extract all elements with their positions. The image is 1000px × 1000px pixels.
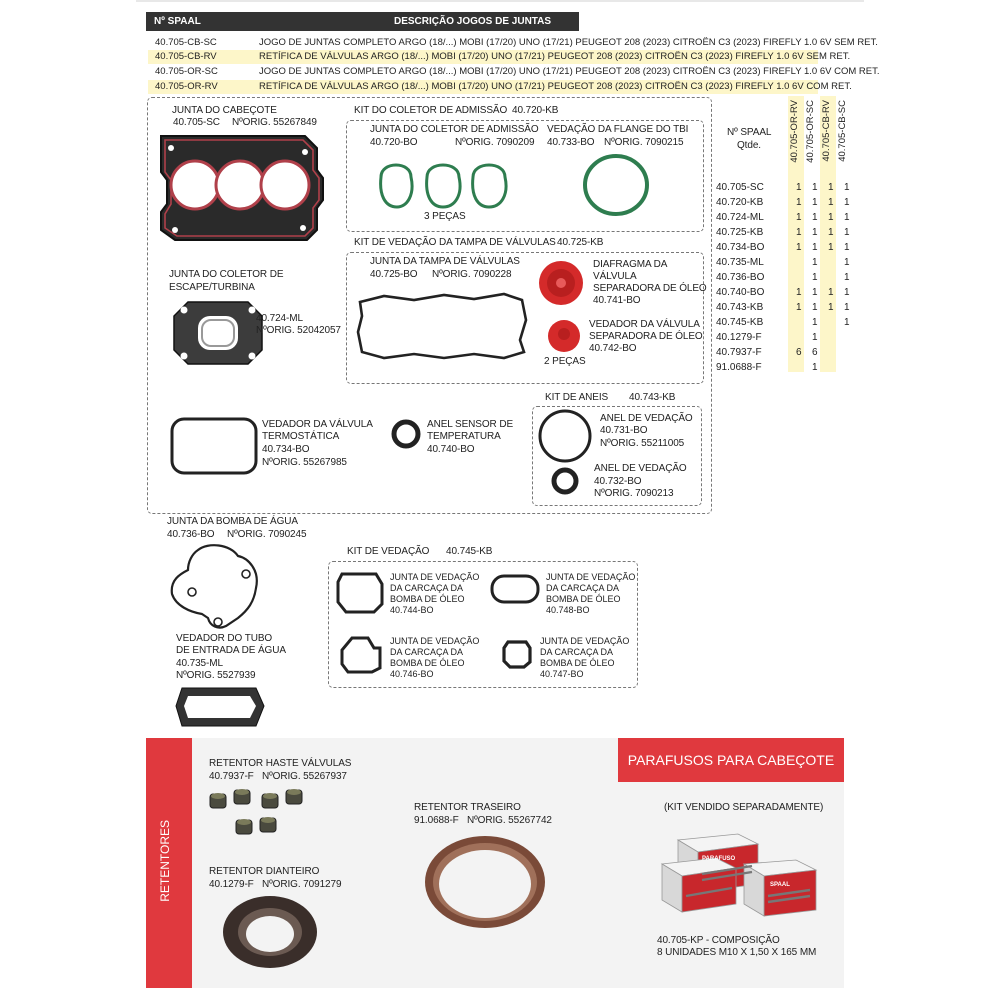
qty-row [716,285,856,300]
qty-cell: 1 [796,182,802,193]
coletor-adm-note: 3 PEÇAS [424,211,466,222]
anel-sensor-line1: ANEL SENSOR DE [427,419,514,430]
qty-cell: 1 [828,242,834,253]
qty-cell: 1 [796,287,802,298]
kv1-line3: BOMBA DE ÓLEO [390,594,465,604]
anel1-title: ANEL DE VEDAÇÃO [600,413,693,424]
qty-row-code: 40.743-KB [716,302,764,313]
oil-pump-gasket-4-image [500,638,534,670]
qty-row-code: 40.725-KB [716,227,764,238]
dianteiro-title: RETENTOR DIANTEIRO [209,866,320,877]
qty-row [716,195,856,210]
qty-cell: 6 [812,347,818,358]
qty-cell: 1 [812,242,818,253]
qty-cell: 1 [828,287,834,298]
kit-desc: RETÍFICA DE VÁLVULAS ARGO (18/...) MOBI (17/20) UNO (17/21) PEUGEOT 208 (2023) CITROËN C3 (2023) FIREFLY 1.0 6V COM RET. [259,81,852,92]
water-inlet-seal-image [172,684,268,730]
qty-cell: 1 [812,302,818,313]
qty-row-code: 40.745-KB [716,317,764,328]
diaphragm-image [537,259,585,307]
qty-cell: 1 [828,227,834,238]
parafusos-note: (KIT VENDIDO SEPARADAMENTE) [664,802,824,813]
qty-cell: 1 [812,212,818,223]
qty-row [716,180,856,195]
qty-row [716,330,856,345]
kv4-line3: BOMBA DE ÓLEO [540,658,615,668]
bolt-boxes-image [658,830,820,920]
kv2-line3: BOMBA DE ÓLEO [546,594,621,604]
bolt-box-brand: PARAFUSO [702,856,736,862]
anel1-orig: NºORIG. 55211005 [600,438,685,449]
kit-vedacao-title: KIT DE VEDAÇÃO [347,546,430,557]
kit-aneis-title: KIT DE ANEIS [545,392,609,403]
flange-tbi-code: 40.733-BO [547,137,595,148]
dianteiro-orig: NºORIG. 7091279 [262,879,342,890]
qty-col-header [821,100,832,162]
haste-orig: NºORIG. 55267937 [262,771,347,782]
kit-desc: JOGO DE JUNTAS COMPLETO ARGO (18/...) MOBI (17/20) UNO (17/21) PEUGEOT 208 (2023) CITROËN C3 (2023) FIREFLY 1.0 6V COM RET. [259,66,880,77]
qty-row [716,300,856,315]
kv1-line1: JUNTA DE VEDAÇÃO [390,572,480,582]
oil-pump-gasket-1-image [334,570,386,616]
qty-col-label: 40.705-CB-SC [837,100,848,162]
large-o-ring-image [536,408,594,464]
qty-cell: 1 [812,227,818,238]
tubo-orig: NºORIG. 5527939 [176,670,256,681]
kv3-code: 40.746-BO [390,669,434,679]
cabecote-title: JUNTA DO CABEÇOTE [172,105,277,116]
cabecote-orig: NºORIG. 55267849 [232,117,317,128]
kv2-line2: DA CARCAÇA DA [546,583,620,593]
bomba-code: 40.736-BO [167,529,215,540]
parafusos-code: 40.705-KP - COMPOSIÇÃO [657,935,780,946]
dianteiro-code: 40.1279-F [209,879,254,890]
kits-table-header [146,12,579,31]
termostatica-code: 40.734-BO [262,444,310,455]
qty-cell: 1 [828,212,834,223]
small-o-ring-image [549,466,581,496]
coletor-adm-title: JUNTA DO COLETOR DE ADMISSÃO [370,124,539,135]
qty-cell: 1 [812,332,818,343]
qty-cell: 1 [828,302,834,313]
qty-cell: 1 [812,182,818,193]
qty-cell: 6 [796,347,802,358]
kit-admissao-title: KIT DO COLETOR DE ADMISSÃO [354,105,508,116]
escape-line1: JUNTA DO COLETOR DE [169,269,284,280]
escape-line2: ESCAPE/TURBINA [169,282,255,293]
haste-code: 40.7937-F [209,771,254,782]
coletor-adm-orig: NºORIG. 7090209 [455,137,535,148]
bomba-orig: NºORIG. 7090245 [227,529,307,540]
qty-cell: 1 [844,272,850,283]
qty-cell: 1 [844,302,850,313]
kit-row [148,36,878,50]
kit-code: 40.705-CB-SC [155,37,217,48]
qty-row-code: 40.7937-F [716,347,762,358]
kv4-code: 40.747-BO [540,669,584,679]
qty-col-header [837,100,848,162]
qty-cell: 1 [796,302,802,313]
qty-row-code: 40.1279-F [716,332,762,343]
qty-cell: 1 [844,287,850,298]
valve-seal-image [546,318,582,354]
termostatica-line1: VEDADOR DA VÁLVULA [262,419,373,430]
kit-admissao-code: 40.720-KB [512,105,559,116]
parafusos-header [618,738,844,782]
qty-cell: 1 [844,317,850,328]
water-pump-gasket-image [168,540,264,632]
valve-stem-seals-image [206,786,312,846]
termostatica-orig: NºORIG. 55267985 [262,457,347,468]
kv4-line1: JUNTA DE VEDAÇÃO [540,636,630,646]
traseiro-title: RETENTOR TRASEIRO [414,802,521,813]
kit-aneis-code: 40.743-KB [629,392,676,403]
traseiro-code: 91.0688-F [414,815,459,826]
anel2-code: 40.732-BO [594,476,642,487]
rear-seal-image [422,832,548,932]
qty-header-code: Nº SPAAL [727,127,772,138]
anel1-code: 40.731-BO [600,425,648,436]
qty-col-header [805,100,816,163]
tampa-orig: NºORIG. 7090228 [432,269,512,280]
qty-row [716,225,856,240]
header-desc-label: DESCRIÇÃO JOGOS DE JUNTAS [394,16,552,27]
bolt-box-logo: SPAAL [770,882,790,888]
qty-col-label: 40.705-OR-SC [805,100,816,163]
qty-cell: 1 [812,287,818,298]
kit-row [148,65,880,79]
qty-cell: 1 [796,212,802,223]
qty-row [716,360,856,375]
qty-row [716,270,856,285]
qty-cell: 1 [812,362,818,373]
kv1-code: 40.744-BO [390,605,434,615]
diafragma-code: 40.741-BO [593,295,641,306]
bomba-title: JUNTA DA BOMBA DE ÁGUA [167,516,298,527]
qty-cell: 1 [812,317,818,328]
anel-sensor-code: 40.740-BO [427,444,475,455]
anel2-orig: NºORIG. 7090213 [594,488,674,499]
qty-col-label: 40.705-OR-RV [789,100,800,163]
qty-cell: 1 [828,182,834,193]
kv4-line2: DA CARCAÇA DA [540,647,614,657]
kit-row [148,50,851,64]
retentores-side-label-wrap [158,820,180,910]
head-gasket-image [155,130,325,245]
qty-cell: 1 [812,272,818,283]
qty-row [716,315,856,330]
kit-vedacao-code: 40.745-KB [446,546,493,557]
qty-header-qty: Qtde. [737,140,761,151]
tubo-line2: DE ENTRADA DE ÁGUA [176,645,286,656]
vedador-valv-line2: SEPARADORA DE ÓLEO [589,331,703,342]
exhaust-gasket-image [170,298,266,368]
qty-row-code: 40.705-SC [716,182,764,193]
diafragma-line2: VÁLVULA [593,271,637,282]
kit-desc: RETÍFICA DE VÁLVULAS ARGO (18/...) MOBI (17/20) UNO (17/21) PEUGEOT 208 (2023) CITROËN C3 (2023) FIREFLY 1.0 6V SEM RET. [259,51,851,62]
qty-cell: 1 [796,227,802,238]
qty-cell: 1 [844,212,850,223]
qty-row-code: 91.0688-F [716,362,762,373]
qty-row-code: 40.720-KB [716,197,764,208]
kit-desc: JOGO DE JUNTAS COMPLETO ARGO (18/...) MOBI (17/20) UNO (17/21) PEUGEOT 208 (2023) CITROËN C3 (2023) FIREFLY 1.0 6V SEM RET. [259,37,878,48]
kit-code: 40.705-CB-RV [155,51,217,62]
diafragma-line3: SEPARADORA DE ÓLEO [593,283,707,294]
qty-row [716,210,856,225]
kv2-line1: JUNTA DE VEDAÇÃO [546,572,636,582]
intake-gaskets-image [375,155,515,215]
escape-orig: NºORIG. 52042057 [256,325,341,336]
flange-tbi-orig: NºORIG. 7090215 [604,137,684,148]
retentores-side-label: RETENTORES [158,820,172,902]
tampa-title: JUNTA DA TAMPA DE VÁLVULAS [370,256,520,267]
qty-cell: 1 [844,242,850,253]
qty-cell: 1 [828,197,834,208]
header-code-label: Nº SPAAL [154,16,201,27]
front-seal-image [220,892,320,972]
escape-code: 40.724-ML [256,313,303,324]
termostatica-line2: TERMOSTÁTICA [262,431,340,442]
kv3-line2: DA CARCAÇA DA [390,647,464,657]
valve-cover-gasket-image [354,290,530,362]
kv3-line3: BOMBA DE ÓLEO [390,658,465,668]
parafusos-title: PARAFUSOS PARA CABEÇOTE [627,752,835,768]
thermostat-seal-image [169,416,259,476]
tubo-code: 40.735-ML [176,658,223,669]
qty-cell: 1 [812,197,818,208]
oil-pump-gasket-2-image [489,572,541,606]
tbi-ring-image [580,152,652,218]
qty-col-label: 40.705-CB-RV [821,100,832,162]
qty-cell: 1 [796,197,802,208]
anel2-title: ANEL DE VEDAÇÃO [594,463,687,474]
kit-tampa-title: KIT DE VEDAÇÃO DA TAMPA DE VÁLVULAS [354,237,556,248]
anel-sensor-line2: TEMPERATURA [427,431,501,442]
kit-tampa-code: 40.725-KB [557,237,604,248]
diafragma-line1: DIAFRAGMA DA [593,259,668,270]
qty-row-code: 40.734-BO [716,242,765,253]
qty-cell: 1 [844,197,850,208]
qty-row-code: 40.740-BO [716,287,765,298]
kit-row [148,80,852,94]
qty-cell: 1 [844,227,850,238]
haste-title: RETENTOR HASTE VÁLVULAS [209,758,352,769]
qty-row-code: 40.724-ML [716,212,764,223]
top-rule [136,0,864,2]
qty-row [716,345,856,360]
kv1-line2: DA CARCAÇA DA [390,583,464,593]
vedador-valv-code: 40.742-BO [589,343,637,354]
qty-cell: 1 [812,257,818,268]
tampa-code: 40.725-BO [370,269,418,280]
qty-row-code: 40.736-BO [716,272,765,283]
qty-cell: 1 [844,257,850,268]
vedador-valv-line1: VEDADOR DA VÁLVULA [589,319,700,330]
coletor-adm-code: 40.720-BO [370,137,418,148]
kit-code: 40.705-OR-RV [155,81,218,92]
qty-col-header [789,100,800,163]
oil-pump-gasket-3-image [338,634,384,676]
cabecote-code: 40.705-SC [173,117,220,128]
parafusos-spec: 8 UNIDADES M10 X 1,50 X 165 MM [657,947,817,958]
vedador-valv-note: 2 PEÇAS [544,356,586,367]
sensor-ring-image [390,418,422,450]
kit-code: 40.705-OR-SC [155,66,218,77]
tubo-line1: VEDADOR DO TUBO [176,633,273,644]
qty-row-code: 40.735-ML [716,257,764,268]
flange-tbi-title: VEDAÇÃO DA FLANGE DO TBI [547,124,689,135]
qty-cell: 1 [796,242,802,253]
qty-row [716,240,856,255]
traseiro-orig: NºORIG. 55267742 [467,815,552,826]
qty-row [716,255,856,270]
kv3-line1: JUNTA DE VEDAÇÃO [390,636,480,646]
qty-cell: 1 [844,182,850,193]
kv2-code: 40.748-BO [546,605,590,615]
